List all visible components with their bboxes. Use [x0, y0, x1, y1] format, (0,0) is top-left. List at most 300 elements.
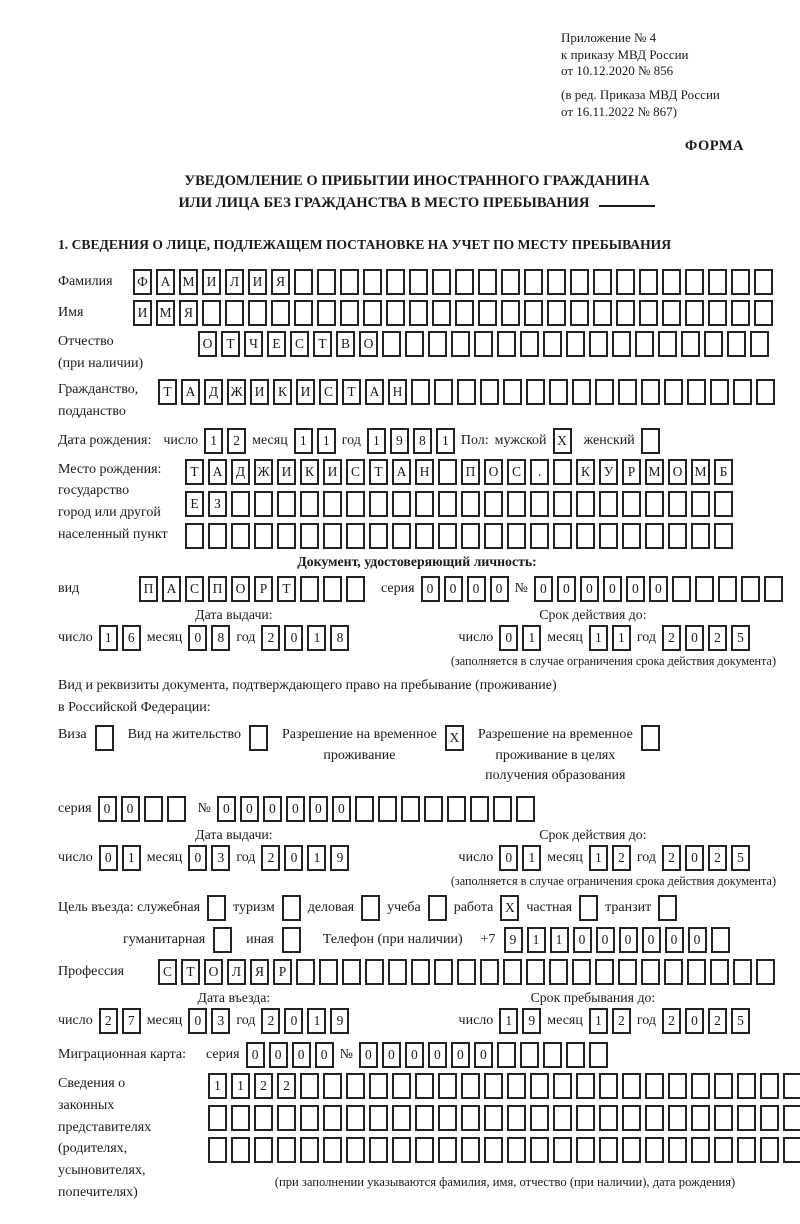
char-cell[interactable] — [547, 269, 566, 295]
char-cell[interactable] — [342, 959, 361, 985]
char-cell[interactable]: 0 — [573, 927, 592, 953]
char-cell[interactable]: 1 — [307, 1008, 326, 1034]
char-cell[interactable]: 0 — [467, 576, 486, 602]
char-cell[interactable] — [710, 379, 729, 405]
char-cell[interactable] — [144, 796, 163, 822]
char-cell[interactable] — [484, 1137, 503, 1163]
char-cell[interactable] — [386, 269, 405, 295]
char-cell[interactable]: Л — [227, 959, 246, 985]
char-cell[interactable]: 3 — [211, 1008, 230, 1034]
char-cell[interactable] — [461, 491, 480, 517]
char-cell[interactable]: 2 — [662, 845, 681, 871]
char-cell[interactable] — [323, 1105, 342, 1131]
char-cell[interactable] — [687, 379, 706, 405]
char-cell[interactable] — [553, 1073, 572, 1099]
char-cell[interactable] — [714, 1105, 733, 1131]
char-cell[interactable]: 0 — [263, 796, 282, 822]
char-cell[interactable] — [645, 491, 664, 517]
char-cell[interactable] — [409, 269, 428, 295]
char-cell[interactable]: 0 — [665, 927, 684, 953]
char-cell[interactable] — [664, 379, 683, 405]
char-cell[interactable]: Д — [231, 459, 250, 485]
char-cell[interactable]: 0 — [359, 1042, 378, 1068]
char-cell[interactable] — [737, 1105, 756, 1131]
char-cell[interactable] — [361, 895, 380, 921]
char-cell[interactable] — [346, 1073, 365, 1099]
char-cell[interactable]: 0 — [499, 845, 518, 871]
char-cell[interactable] — [300, 523, 319, 549]
char-cell[interactable] — [645, 1073, 664, 1099]
char-cell[interactable] — [672, 576, 691, 602]
char-cell[interactable] — [593, 269, 612, 295]
char-cell[interactable] — [480, 959, 499, 985]
char-cell[interactable] — [392, 1105, 411, 1131]
char-cell[interactable] — [704, 331, 723, 357]
char-cell[interactable]: 0 — [246, 1042, 265, 1068]
char-cell[interactable] — [708, 300, 727, 326]
char-cell[interactable] — [733, 379, 752, 405]
char-cell[interactable] — [323, 491, 342, 517]
char-cell[interactable] — [461, 523, 480, 549]
char-cell[interactable]: 1 — [527, 927, 546, 953]
char-cell[interactable] — [599, 1073, 618, 1099]
char-cell[interactable]: Ф — [133, 269, 152, 295]
char-cell[interactable] — [668, 1137, 687, 1163]
char-cell[interactable] — [363, 300, 382, 326]
char-cell[interactable]: 1 — [367, 428, 386, 454]
char-cell[interactable]: М — [645, 459, 664, 485]
char-cell[interactable]: 0 — [286, 796, 305, 822]
char-cell[interactable] — [718, 576, 737, 602]
char-cell[interactable] — [662, 269, 681, 295]
char-cell[interactable] — [576, 1073, 595, 1099]
char-cell[interactable] — [294, 269, 313, 295]
char-cell[interactable] — [497, 1042, 516, 1068]
char-cell[interactable]: 9 — [330, 1008, 349, 1034]
char-cell[interactable]: 0 — [649, 576, 668, 602]
char-cell[interactable]: Я — [179, 300, 198, 326]
char-cell[interactable] — [549, 959, 568, 985]
char-cell[interactable] — [507, 491, 526, 517]
char-cell[interactable] — [415, 1137, 434, 1163]
char-cell[interactable]: 0 — [309, 796, 328, 822]
char-cell[interactable] — [231, 1105, 250, 1131]
char-cell[interactable] — [438, 1073, 457, 1099]
char-cell[interactable] — [493, 796, 512, 822]
char-cell[interactable]: М — [179, 269, 198, 295]
char-cell[interactable]: 1 — [589, 1008, 608, 1034]
char-cell[interactable] — [576, 523, 595, 549]
char-cell[interactable]: А — [392, 459, 411, 485]
char-cell[interactable] — [451, 331, 470, 357]
char-cell[interactable]: 0 — [685, 1008, 704, 1034]
char-cell[interactable] — [507, 523, 526, 549]
char-cell[interactable] — [208, 1105, 227, 1131]
char-cell[interactable] — [760, 1073, 779, 1099]
char-cell[interactable] — [530, 1105, 549, 1131]
char-cell[interactable]: Т — [342, 379, 361, 405]
char-cell[interactable]: 0 — [269, 1042, 288, 1068]
char-cell[interactable] — [622, 1137, 641, 1163]
char-cell[interactable]: У — [599, 459, 618, 485]
char-cell[interactable]: 0 — [596, 927, 615, 953]
char-cell[interactable] — [254, 1137, 273, 1163]
char-cell[interactable]: П — [208, 576, 227, 602]
char-cell[interactable]: И — [133, 300, 152, 326]
char-cell[interactable] — [392, 523, 411, 549]
char-cell[interactable] — [691, 523, 710, 549]
char-cell[interactable]: 0 — [217, 796, 236, 822]
char-cell[interactable]: О — [484, 459, 503, 485]
char-cell[interactable] — [576, 1137, 595, 1163]
char-cell[interactable]: 1 — [307, 625, 326, 651]
char-cell[interactable]: 5 — [731, 1008, 750, 1034]
char-cell[interactable] — [714, 491, 733, 517]
char-cell[interactable] — [294, 300, 313, 326]
char-cell[interactable]: Т — [221, 331, 240, 357]
char-cell[interactable]: 0 — [240, 796, 259, 822]
char-cell[interactable] — [438, 523, 457, 549]
char-cell[interactable] — [455, 269, 474, 295]
char-cell[interactable] — [622, 1105, 641, 1131]
char-cell[interactable]: П — [139, 576, 158, 602]
char-cell[interactable] — [296, 959, 315, 985]
char-cell[interactable] — [369, 491, 388, 517]
char-cell[interactable] — [503, 379, 522, 405]
char-cell[interactable] — [323, 523, 342, 549]
char-cell[interactable]: 0 — [490, 576, 509, 602]
char-cell[interactable] — [595, 959, 614, 985]
char-cell[interactable] — [392, 1073, 411, 1099]
char-cell[interactable]: 1 — [589, 845, 608, 871]
char-cell[interactable]: И — [248, 269, 267, 295]
char-cell[interactable]: 1 — [317, 428, 336, 454]
char-cell[interactable] — [415, 1073, 434, 1099]
char-cell[interactable] — [231, 523, 250, 549]
char-cell[interactable] — [760, 1105, 779, 1131]
char-cell[interactable] — [438, 1137, 457, 1163]
char-cell[interactable] — [346, 1105, 365, 1131]
char-cell[interactable]: Е — [267, 331, 286, 357]
char-cell[interactable] — [282, 927, 301, 953]
char-cell[interactable] — [167, 796, 186, 822]
char-cell[interactable] — [319, 959, 338, 985]
char-cell[interactable]: Е — [185, 491, 204, 517]
char-cell[interactable]: 0 — [382, 1042, 401, 1068]
char-cell[interactable] — [447, 796, 466, 822]
char-cell[interactable] — [783, 1105, 800, 1131]
char-cell[interactable] — [428, 895, 447, 921]
char-cell[interactable]: 1 — [122, 845, 141, 871]
char-cell[interactable] — [365, 959, 384, 985]
char-cell[interactable] — [369, 1105, 388, 1131]
char-cell[interactable] — [783, 1137, 800, 1163]
char-cell[interactable] — [470, 796, 489, 822]
char-cell[interactable] — [254, 523, 273, 549]
char-cell[interactable] — [645, 1105, 664, 1131]
char-cell[interactable]: X — [445, 725, 464, 751]
char-cell[interactable] — [737, 1137, 756, 1163]
char-cell[interactable] — [543, 1042, 562, 1068]
char-cell[interactable]: 2 — [99, 1008, 118, 1034]
char-cell[interactable]: С — [290, 331, 309, 357]
char-cell[interactable] — [363, 269, 382, 295]
char-cell[interactable]: 0 — [315, 1042, 334, 1068]
char-cell[interactable] — [277, 1105, 296, 1131]
char-cell[interactable]: А — [156, 269, 175, 295]
char-cell[interactable]: 1 — [294, 428, 313, 454]
char-cell[interactable] — [524, 269, 543, 295]
char-cell[interactable]: 0 — [421, 576, 440, 602]
char-cell[interactable]: 5 — [731, 625, 750, 651]
char-cell[interactable]: 0 — [688, 927, 707, 953]
char-cell[interactable] — [277, 1137, 296, 1163]
char-cell[interactable]: 0 — [405, 1042, 424, 1068]
char-cell[interactable]: 2 — [612, 1008, 631, 1034]
char-cell[interactable]: 1 — [436, 428, 455, 454]
char-cell[interactable] — [760, 1137, 779, 1163]
char-cell[interactable]: Т — [313, 331, 332, 357]
char-cell[interactable] — [254, 1105, 273, 1131]
char-cell[interactable] — [507, 1137, 526, 1163]
char-cell[interactable]: А — [365, 379, 384, 405]
char-cell[interactable]: Д — [204, 379, 223, 405]
char-cell[interactable] — [457, 959, 476, 985]
char-cell[interactable] — [484, 523, 503, 549]
char-cell[interactable] — [641, 959, 660, 985]
char-cell[interactable] — [271, 300, 290, 326]
char-cell[interactable]: 0 — [292, 1042, 311, 1068]
char-cell[interactable] — [645, 523, 664, 549]
char-cell[interactable] — [484, 1105, 503, 1131]
char-cell[interactable]: Т — [185, 459, 204, 485]
char-cell[interactable] — [428, 331, 447, 357]
char-cell[interactable] — [369, 1073, 388, 1099]
char-cell[interactable]: И — [250, 379, 269, 405]
char-cell[interactable] — [737, 1073, 756, 1099]
char-cell[interactable] — [710, 959, 729, 985]
char-cell[interactable] — [516, 796, 535, 822]
char-cell[interactable]: С — [507, 459, 526, 485]
char-cell[interactable] — [622, 523, 641, 549]
char-cell[interactable]: 1 — [522, 845, 541, 871]
char-cell[interactable] — [497, 331, 516, 357]
char-cell[interactable] — [507, 1073, 526, 1099]
char-cell[interactable]: 0 — [444, 576, 463, 602]
char-cell[interactable] — [579, 895, 598, 921]
char-cell[interactable] — [415, 1105, 434, 1131]
char-cell[interactable] — [645, 1137, 664, 1163]
char-cell[interactable] — [595, 379, 614, 405]
char-cell[interactable] — [432, 269, 451, 295]
char-cell[interactable] — [691, 1137, 710, 1163]
char-cell[interactable]: Н — [415, 459, 434, 485]
char-cell[interactable] — [618, 379, 637, 405]
char-cell[interactable] — [641, 428, 660, 454]
char-cell[interactable] — [355, 796, 374, 822]
char-cell[interactable] — [386, 300, 405, 326]
char-cell[interactable]: 0 — [284, 1008, 303, 1034]
char-cell[interactable] — [664, 959, 683, 985]
char-cell[interactable] — [635, 331, 654, 357]
char-cell[interactable] — [622, 491, 641, 517]
char-cell[interactable] — [641, 725, 660, 751]
char-cell[interactable] — [616, 269, 635, 295]
char-cell[interactable] — [616, 300, 635, 326]
char-cell[interactable]: Т — [277, 576, 296, 602]
char-cell[interactable] — [593, 300, 612, 326]
char-cell[interactable]: 9 — [522, 1008, 541, 1034]
char-cell[interactable]: 0 — [685, 625, 704, 651]
char-cell[interactable]: Л — [225, 269, 244, 295]
char-cell[interactable] — [530, 491, 549, 517]
char-cell[interactable] — [618, 959, 637, 985]
char-cell[interactable] — [323, 1073, 342, 1099]
char-cell[interactable] — [424, 796, 443, 822]
char-cell[interactable] — [503, 959, 522, 985]
char-cell[interactable]: 0 — [284, 625, 303, 651]
char-cell[interactable]: 1 — [99, 625, 118, 651]
char-cell[interactable] — [185, 523, 204, 549]
char-cell[interactable] — [526, 959, 545, 985]
char-cell[interactable]: Ч — [244, 331, 263, 357]
char-cell[interactable]: 1 — [208, 1073, 227, 1099]
char-cell[interactable] — [547, 300, 566, 326]
char-cell[interactable]: 2 — [708, 625, 727, 651]
char-cell[interactable] — [733, 959, 752, 985]
char-cell[interactable]: 1 — [612, 625, 631, 651]
char-cell[interactable]: 0 — [499, 625, 518, 651]
char-cell[interactable] — [714, 1137, 733, 1163]
char-cell[interactable]: 0 — [474, 1042, 493, 1068]
char-cell[interactable]: 9 — [330, 845, 349, 871]
char-cell[interactable] — [520, 1042, 539, 1068]
char-cell[interactable] — [213, 927, 232, 953]
char-cell[interactable] — [668, 1073, 687, 1099]
char-cell[interactable] — [323, 576, 342, 602]
char-cell[interactable] — [520, 331, 539, 357]
char-cell[interactable] — [754, 300, 773, 326]
char-cell[interactable] — [415, 523, 434, 549]
char-cell[interactable] — [432, 300, 451, 326]
char-cell[interactable] — [599, 523, 618, 549]
char-cell[interactable] — [708, 269, 727, 295]
char-cell[interactable] — [727, 331, 746, 357]
char-cell[interactable]: С — [158, 959, 177, 985]
char-cell[interactable]: 0 — [619, 927, 638, 953]
char-cell[interactable]: 0 — [98, 796, 117, 822]
char-cell[interactable] — [95, 725, 114, 751]
char-cell[interactable] — [207, 895, 226, 921]
char-cell[interactable] — [612, 331, 631, 357]
char-cell[interactable] — [714, 1073, 733, 1099]
char-cell[interactable]: 2 — [708, 845, 727, 871]
char-cell[interactable] — [714, 523, 733, 549]
char-cell[interactable] — [530, 1137, 549, 1163]
char-cell[interactable]: 1 — [231, 1073, 250, 1099]
char-cell[interactable]: Т — [369, 459, 388, 485]
char-cell[interactable] — [543, 331, 562, 357]
char-cell[interactable] — [566, 1042, 585, 1068]
char-cell[interactable]: 9 — [504, 927, 523, 953]
char-cell[interactable]: 2 — [662, 1008, 681, 1034]
char-cell[interactable] — [526, 379, 545, 405]
char-cell[interactable] — [277, 491, 296, 517]
char-cell[interactable]: 0 — [451, 1042, 470, 1068]
char-cell[interactable]: 1 — [550, 927, 569, 953]
char-cell[interactable] — [231, 1137, 250, 1163]
char-cell[interactable] — [369, 1137, 388, 1163]
char-cell[interactable]: X — [553, 428, 572, 454]
char-cell[interactable] — [300, 576, 319, 602]
char-cell[interactable]: 2 — [261, 625, 280, 651]
char-cell[interactable] — [411, 379, 430, 405]
char-cell[interactable] — [589, 1042, 608, 1068]
char-cell[interactable]: А — [162, 576, 181, 602]
char-cell[interactable]: Б — [714, 459, 733, 485]
char-cell[interactable] — [507, 1105, 526, 1131]
char-cell[interactable] — [277, 523, 296, 549]
char-cell[interactable] — [530, 1073, 549, 1099]
char-cell[interactable]: Т — [158, 379, 177, 405]
char-cell[interactable]: Т — [181, 959, 200, 985]
char-cell[interactable]: 8 — [330, 625, 349, 651]
char-cell[interactable] — [668, 1105, 687, 1131]
char-cell[interactable]: 2 — [261, 845, 280, 871]
char-cell[interactable] — [553, 1105, 572, 1131]
char-cell[interactable] — [589, 331, 608, 357]
char-cell[interactable] — [685, 300, 704, 326]
char-cell[interactable] — [668, 491, 687, 517]
char-cell[interactable]: С — [185, 576, 204, 602]
char-cell[interactable] — [524, 300, 543, 326]
char-cell[interactable] — [599, 1105, 618, 1131]
char-cell[interactable]: К — [273, 379, 292, 405]
char-cell[interactable] — [388, 959, 407, 985]
char-cell[interactable]: О — [668, 459, 687, 485]
char-cell[interactable] — [474, 331, 493, 357]
char-cell[interactable] — [553, 523, 572, 549]
char-cell[interactable]: 9 — [390, 428, 409, 454]
char-cell[interactable] — [478, 300, 497, 326]
char-cell[interactable]: 2 — [227, 428, 246, 454]
char-cell[interactable]: 1 — [307, 845, 326, 871]
char-cell[interactable]: С — [319, 379, 338, 405]
char-cell[interactable]: . — [530, 459, 549, 485]
char-cell[interactable] — [553, 459, 572, 485]
char-cell[interactable]: 0 — [626, 576, 645, 602]
char-cell[interactable] — [570, 269, 589, 295]
char-cell[interactable]: 6 — [122, 625, 141, 651]
char-cell[interactable] — [756, 379, 775, 405]
char-cell[interactable]: И — [202, 269, 221, 295]
char-cell[interactable]: 8 — [211, 625, 230, 651]
char-cell[interactable] — [438, 1105, 457, 1131]
char-cell[interactable]: Ж — [254, 459, 273, 485]
char-cell[interactable]: Р — [622, 459, 641, 485]
char-cell[interactable]: 2 — [277, 1073, 296, 1099]
char-cell[interactable]: И — [277, 459, 296, 485]
char-cell[interactable] — [478, 269, 497, 295]
char-cell[interactable] — [622, 1073, 641, 1099]
char-cell[interactable]: 0 — [332, 796, 351, 822]
char-cell[interactable]: 1 — [522, 625, 541, 651]
char-cell[interactable] — [691, 1105, 710, 1131]
char-cell[interactable] — [764, 576, 783, 602]
char-cell[interactable] — [461, 1105, 480, 1131]
char-cell[interactable] — [687, 959, 706, 985]
char-cell[interactable] — [572, 379, 591, 405]
